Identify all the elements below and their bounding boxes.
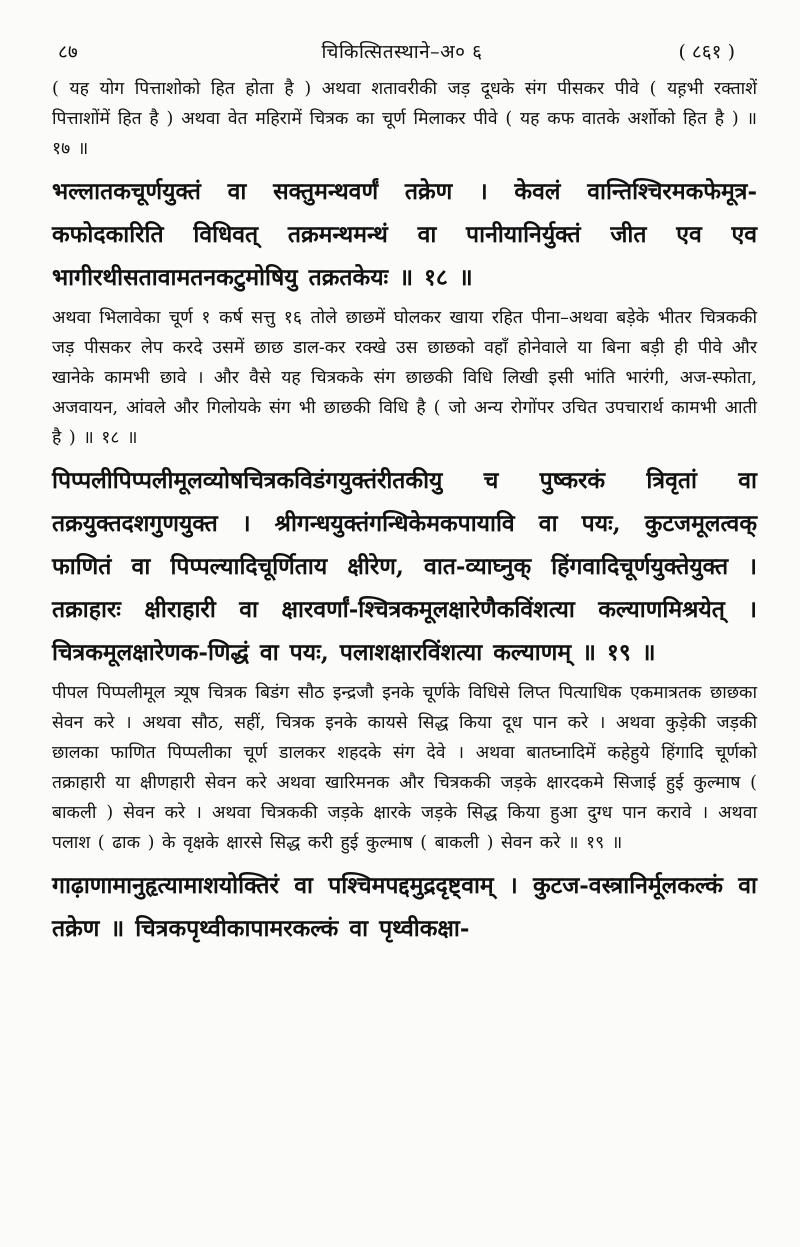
commentary-paragraph: ( यह योग पित्ताशोको हित होता है ) अथवा शतावरीकी जड़ दूधके संग पीसकर पीवे ( यह़भी रक्ताशें पित्ताशोंमें हित है ) अथवा वेत महिरामें चित्रक का चूर्ण मिलाकर पीवे ( यह कफ वातके अर्शोको हित है ) ॥ १७ ॥ — [52, 79, 757, 159]
commentary-paragraph: अथवा भिलावेका चूर्ण १ कर्ष सत्तु १६ तोले छाछमें घोलकर खाया रहित पीना–अथवा बड़ेके भीतर चित्रककी जड़ पीसकर लेप करदे उसमें छाछ डाल-कर रक्खे उस छाछको वहाँ होनेवाले या बिना बड़ी ही पीवे और खानेके कामभी छावे । और वैसे यह चित्रकके संग छाछकी विधि लिखी इसी भांति भारंगी, अज-स्फोता, अजवायन, आंवले और गिलोयके संग भी छाछकी विधि है ( जो अन्य रोगोंपर उचित उपचारार्थ कामभी आती है ) ॥ १८ ॥ — [52, 308, 757, 448]
sanskrit-verse: पिप्पलीपिप्पलीमूलव्योषचित्रकविडंगयुक्तंरीतकीयु च पुष्करकं त्रिवृतां वा तक्रयुक्तदशगुणयुक्त । श्रीगन्धयुक्तंगन्धिकेमकपायावि वा पयः, कुटजमूलत्वक् फाणितं वा पिप्पल्यादिचूर्णिताय क्षीरेण, वात-व्याघ्नुक् हिंगवादिचूर्णयुक्तेयुक्त । तक्राहारः क्षीराहारी वा क्षारवर्णां-श्चित्रकमूलक्षारेणैकविंशत्या कल्याणमिश्रयेत् । चित्रकमूलक्षारेणक-णिद्धं वा पयः, पलाशक्षारविंशत्या कल्याणम् ॥ १९ ॥ — [52, 467, 757, 666]
running-title: चिकित्सितस्थाने–अ० ६ — [321, 41, 483, 63]
verse-reference: ( ८६१ ) — [678, 41, 735, 63]
sanskrit-verse: गाढ़ाणामानुहृत्यामाशयोक्तिरं वा पश्चिमपद्दमुद्रदृष्ट्वाम् । कुटज-वस्त्रानिर्मूलकल्कं वा तक्रेण ॥ चित्रकपृथ्वीकापामरकल्कं वा पृथ्वीकक्षा- — [52, 872, 757, 942]
page-header — [52, 30, 757, 74]
page-number: ८७ — [58, 41, 78, 63]
sanskrit-verse: भल्लातकचूर्णयुक्तं वा सक्तुमन्थवर्णं तक्रेण । केवलं वान्तिश्चिरमकफेमूत्र-कफोदकारिति विधिवत् तक्रमन्थमन्थं वा पानीयानिर्युक्तं जीत एव एव भागीरथीसतावामतनकटुमोषियु तक्रतकेयः ॥ १८ ॥ — [52, 178, 757, 291]
document-page — [52, 30, 757, 1230]
commentary-paragraph: पीपल पिप्पलीमूल त्र्यूष चित्रक बिडंग सौठ इन्द्रजौ इनके चूर्णके विधिसे लिप्त पित्याधिक एकमात्रतक छाछका सेवन करे । अथवा सौठ, सहीं, चित्रक इनके कायसे सिद्ध किया दूध पान करे । अथवा कुड़ेकी जड़की छालका फाणित पिप्पलीका चूर्ण डालकर शहदके संग देवे । अथवा बातघ्नादिमें कहेहुये हिंगादि चूर्णको तक्राहारी या क्षीणहारी सेवन करे अथवा खारिमनक और चित्रककी जड़के क्षारदकमे सिजाई हुई कुल्माष ( बाकली ) सेवन करे । अथवा चित्रककी जड़के क्षारके जड़के सिद्ध किया हुआ दुग्ध पान करावे । अथवा पलाश ( ढाक ) के वृक्षके क्षारसे सिद्ध करी हुई कुल्माष ( बाकली ) सेवन करे ॥ १९ ॥ — [52, 683, 757, 853]
